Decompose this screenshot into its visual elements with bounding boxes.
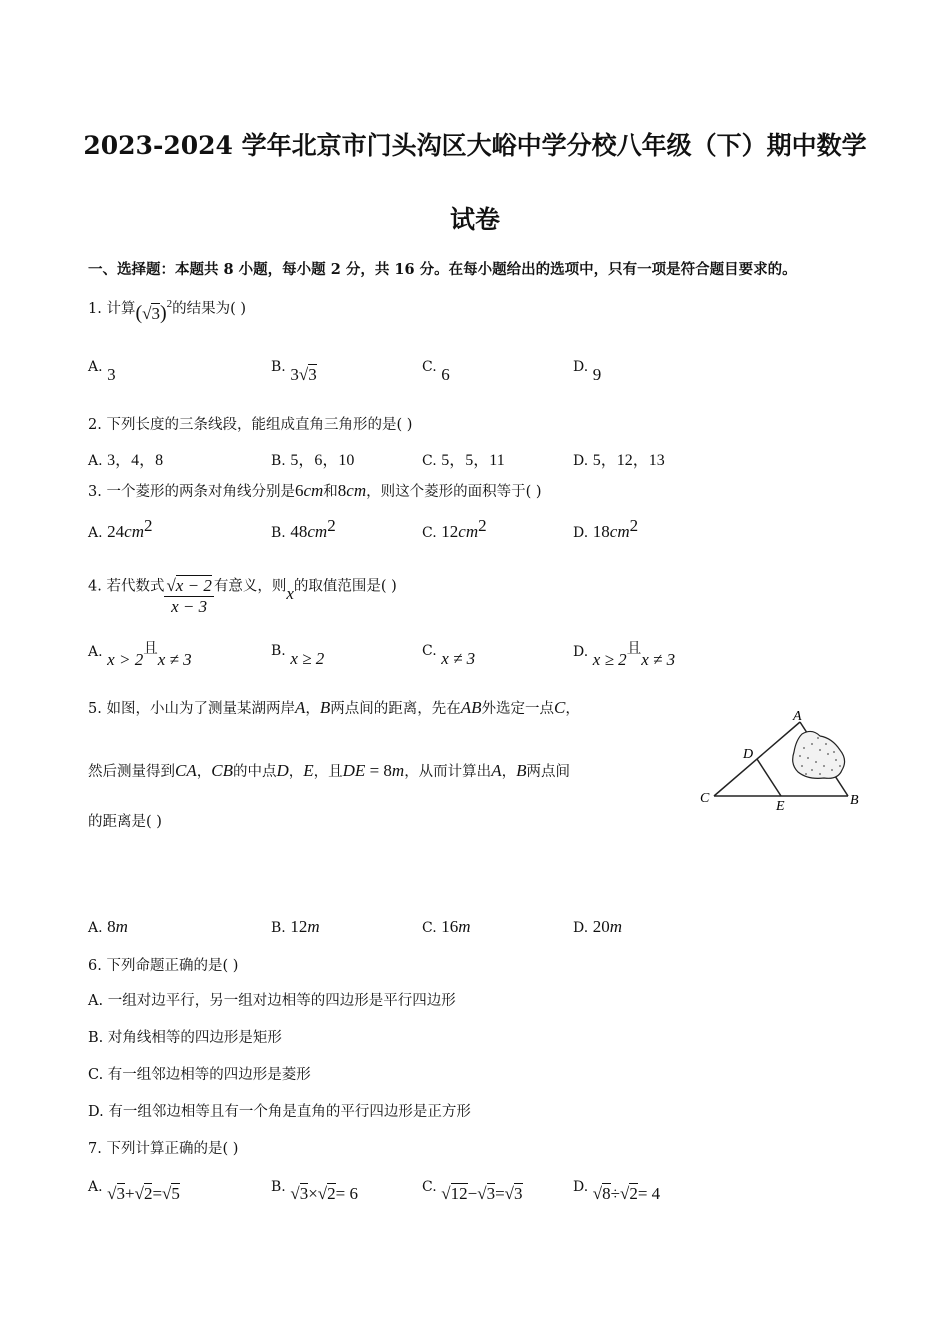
q1-radicand: 3 [151,304,160,323]
label-d: D [743,747,754,762]
q4-fraction: $\frac{√x - 2}{x - 3}$ [166,576,212,616]
q5-option-d[interactable]: D. 20m [573,917,623,936]
q7-option-b[interactable]: B. √3×√2= 6 [271,1179,358,1203]
q1-option-b[interactable]: B. 3√3 [271,359,317,384]
q1-text: 1. 计算 [88,301,136,317]
question-5-line-1: 5. 如图，小山为了测量某湖两岸A，B两点间的距离，先在AB外选定一点C， [88,698,580,717]
question-3-stem: 3. 一个菱形的两条对角线分别是6cm和8cm，则这个菱形的面积等于( ) [88,481,542,500]
q1-option-d[interactable]: D. 9 [573,359,602,384]
q7-option-d[interactable]: D. √8÷√2= 4 [573,1179,661,1203]
q5-option-b[interactable]: B. 12m [271,917,320,936]
q4-option-b[interactable]: B. x ≥ 2 [271,643,325,668]
question-5-line-3: 的距离是( ) [88,814,162,830]
q4-option-c[interactable]: C. x ≠ 3 [422,643,476,668]
q1-option-a[interactable]: A. 3 [88,359,116,384]
question-5-line-2: 然后测量得到CA，CB的中点D，E，且DE = 8m，从而计算出A，B两点间 [88,761,570,780]
q4-option-d[interactable]: D. x ≥ 2且x ≠ 3 [573,641,676,669]
q6-option-a[interactable]: A. 一组对边平行，另一组对边相等的四边形是平行四边形 [88,993,456,1009]
q2-option-a[interactable]: A. 3，4，8 [88,452,164,469]
q1-paren-open: ( [135,302,143,324]
paper-title-continued: 试卷 [449,205,500,234]
question-1-stem: 1. 计算$(√3)^2$的结果为( ) [88,298,247,324]
q1-option-c[interactable]: C. 6 [422,359,450,384]
q1-power: 2 [166,298,173,311]
q2-option-b[interactable]: B. 5，6，10 [271,452,355,469]
q4-option-a[interactable]: A. x > 2且x ≠ 3 [88,641,192,669]
q3-option-d[interactable]: D. $18cm^2$ [573,516,639,541]
q7-option-a[interactable]: A. √3+√2=√5 [88,1179,180,1203]
label-b: B [850,793,859,808]
q2-option-d[interactable]: D. 5，12，13 [573,452,665,469]
paper-title: 2023-2024 学年北京市门头沟区大峪中学分校八年级（下）期中数学 [83,131,867,160]
q2-option-c[interactable]: C. 5，5，11 [422,452,505,469]
question-7-stem: 7. 下列计算正确的是( ) [88,1141,239,1157]
q3-option-c[interactable]: C. $12cm^2$ [422,516,487,541]
section-heading: 一、选择题：本题共 8 小题，每小题 2 分，共 16 分。在每小题给出的选项中，只有一项是符合题目要求的。 [88,261,797,278]
q6-option-d[interactable]: D. 有一组邻边相等且有一个角是直角的平行四边形是正方形 [88,1104,471,1120]
q6-option-c[interactable]: C. 有一组邻边相等的四边形是菱形 [88,1067,311,1083]
question-2-stem: 2. 下列长度的三条线段，能组成直角三角形的是( ) [88,417,413,433]
label-e: E [776,799,785,814]
q3-option-b[interactable]: B. $48cm^2$ [271,516,336,541]
question-4-stem: 4. 若代数式 $\frac{√x - 2}{x - 3}$ 有意义，则x的取值范围是( ) [88,576,397,616]
segment-de [757,759,781,796]
label-c: C [700,791,710,806]
q1-paren-close: ) [159,302,167,324]
q5-option-a[interactable]: A. 8m [88,917,128,936]
label-a: A [793,709,802,724]
lake-triangle-figure [700,708,865,818]
q6-option-b[interactable]: B. 对角线相等的四边形是矩形 [88,1030,282,1046]
q7-option-c[interactable]: C. √12−√3=√3 [422,1179,523,1203]
q1-text-end: 的结果为( ) [172,301,247,317]
q3-option-a[interactable]: A. $24cm^2$ [88,516,153,541]
q5-option-c[interactable]: C. 16m [422,917,471,936]
question-6-stem: 6. 下列命题正确的是( ) [88,958,239,974]
